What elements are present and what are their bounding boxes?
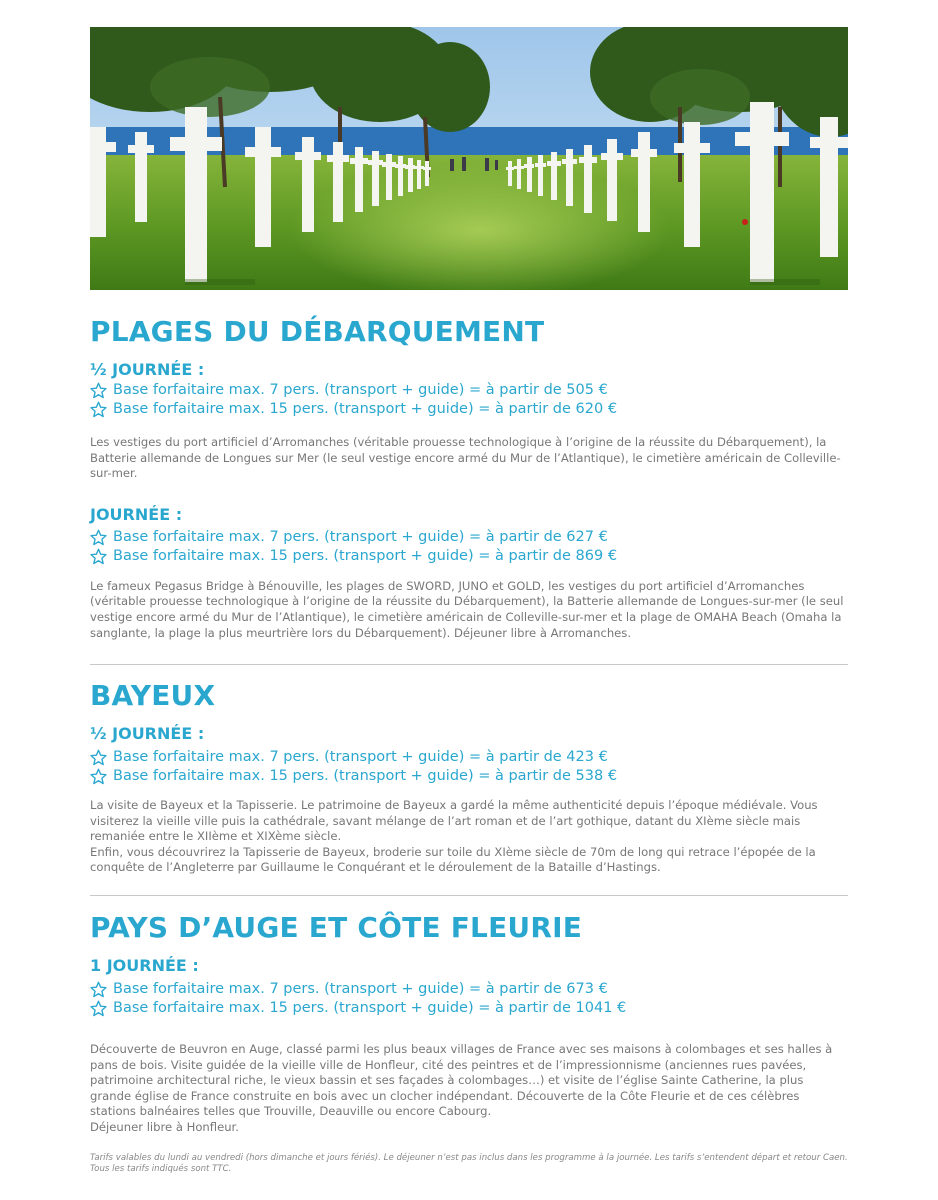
block-description: Découverte de Beuvron en Auge, classé parmi les plus beaux villages de France avec ses maisons à colombages et ses halles à pans de bois. Visite guidée de la vieille ville de Honfleur, cité des peintres et de l’impressionnisme (anciennes rues pavées, patrimoine architectural riche, le vieux bassin et ses façades à colombages…) et visite de l’église Sainte Catherine, la plus grande église de France construite en bois avec un clocher indépendant. Découverte de la Côte Fleurie et de ces célèbres stations balnéaires telles que Trouville, Deauville ou encore Cabourg. [90, 1042, 833, 1119]
hero-photo [90, 27, 848, 290]
offer-text: Base forfaitaire max. 7 pers. (transport + guide) = à partir de 505 € [113, 382, 608, 398]
block-description: Le fameux Pegasus Bridge à Bénouville, les plages de SWORD, JUNO et GOLD, les vestiges du port artificiel d’Arromanches (véritable prouesse technologique à l’origine de la réussite du Débarquement), la Batterie allemande de Longues-sur-mer (le seul vestige encore armé du Mur de l’Atlantique), le cimetière américain de Colleville-sur-mer et la plage de OMAHA Beach (Omaha la sanglante, la plage la plus meurtrière lors du Débarquement). Déjeuner libre à Arromanches. [90, 578, 844, 640]
star-icon [90, 1000, 107, 1017]
star-icon [90, 382, 107, 399]
offer-text: Base forfaitaire max. 15 pers. (transport + guide) = à partir de 1041 € [113, 1000, 627, 1016]
section-bayeux [90, 680, 848, 876]
offer-text: Base forfaitaire max. 15 pers. (transport + guide) = à partir de 620 € [113, 401, 618, 417]
section-pays-d-auge [90, 912, 848, 1136]
block-subtitle: ½ JOURNÉE : [90, 360, 205, 379]
offer-line [90, 528, 848, 547]
offer-line [90, 381, 848, 400]
offer-text: Base forfaitaire max. 7 pers. (transport + guide) = à partir de 423 € [113, 749, 608, 765]
offer-line [90, 748, 848, 767]
offer-line [90, 400, 848, 419]
section-title: PLAGES DU DÉBARQUEMENT [90, 315, 545, 348]
cemetery-photo-image [90, 27, 848, 290]
offer-line [90, 980, 848, 999]
offer-line [90, 547, 848, 566]
offer-line [90, 999, 848, 1018]
star-icon [90, 529, 107, 546]
block-subtitle: JOURNÉE : [90, 504, 183, 524]
block-description: Déjeuner libre à Honfleur. [90, 1119, 239, 1134]
block-subtitle: 1 JOURNÉE : [90, 956, 199, 975]
star-icon [90, 401, 107, 418]
offer-text: Base forfaitaire max. 7 pers. (transport + guide) = à partir de 627 € [113, 528, 608, 545]
star-icon [90, 548, 107, 565]
section-divider [90, 664, 848, 665]
section-title: BAYEUX [90, 679, 216, 712]
footnote: Tarifs valables du lundi au vendredi (hors dimanche et jours fériés). Le déjeuner n’est pas inclus dans les programme à la journée. Les tarifs s’entendent départ et retour Caen. Tous les tarifs indiqués sont TTC. [90, 1153, 848, 1174]
star-icon [90, 768, 107, 785]
block-description: Enfin, vous découvrirez la Tapisserie de Bayeux, broderie sur toile du XIème siècle de 70m de long qui retrace l’épopée de la conquête de l’Angleterre par Guillaume le Conquérant et le déroulement de la Bataille d’Hastings. [90, 844, 816, 875]
offer-line [90, 767, 848, 786]
section-title: PAYS D’AUGE ET CÔTE FLEURIE [90, 911, 583, 944]
block-description: La visite de Bayeux et la Tapisserie. Le patrimoine de Bayeux a gardé la même authenticité depuis l’époque médiévale. Vous visiterez la vieille ville puis la cathédrale, savant mélange de l’art roman et de l’art gothique, datant du XIème siècle mais remaniée entre le XIIème et XIXème siècle. [90, 798, 818, 844]
offer-text: Base forfaitaire max. 7 pers. (transport + guide) = à partir de 673 € [113, 981, 608, 997]
offer-text: Base forfaitaire max. 15 pers. (transport + guide) = à partir de 869 € [113, 547, 618, 564]
block-description: Les vestiges du port artificiel d’Arromanches (véritable prouesse technologique à l’origine de la réussite du Débarquement), la Batterie allemande de Longues sur Mer (le seul vestige encore armé du Mur de l’Atlantique), le cimetière américain de Colleville-sur-mer. [90, 435, 841, 481]
section-plages-du-debarquement [90, 316, 848, 641]
section-divider [90, 895, 848, 896]
star-icon [90, 981, 107, 998]
star-icon [90, 749, 107, 766]
offer-text: Base forfaitaire max. 15 pers. (transport + guide) = à partir de 538 € [113, 768, 618, 784]
block-subtitle: ½ JOURNÉE : [90, 724, 205, 743]
